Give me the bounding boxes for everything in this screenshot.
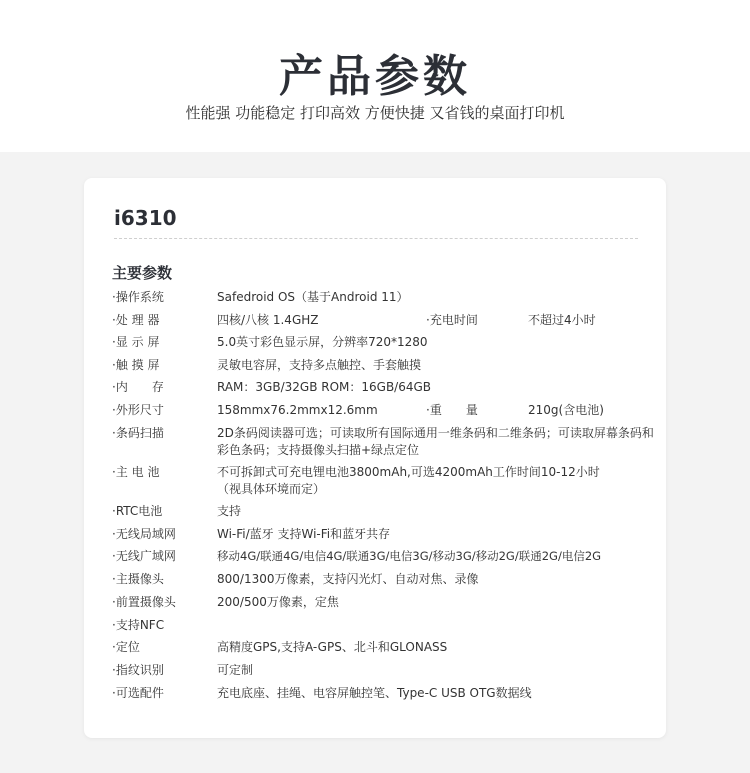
spec-label: ·主 电 池 <box>112 465 160 479</box>
spec-label: ·无线广域网 <box>112 549 176 563</box>
spec-value: 200/500万像素，定焦 <box>217 595 339 609</box>
spec-value: 800/1300万像素，支持闪光灯、自动对焦、录像 <box>217 572 479 586</box>
spec-label: ·主摄像头 <box>112 572 164 586</box>
spec-value: 灵敏电容屏，支持多点触控、手套触摸 <box>217 358 422 372</box>
spec-value: RAM：3GB/32GB ROM：16GB/64GB <box>217 380 432 394</box>
spec-value: 158mmx76.2mmx12.6mm <box>217 403 378 417</box>
spec-label: ·条码扫描 <box>112 426 164 440</box>
page-subtitle: 性能强 功能稳定 打印高效 方便快捷 又省钱的桌面打印机 <box>185 104 565 122</box>
spec-value: Wi-Fi/蓝牙 支持Wi-Fi和蓝牙共存 <box>217 527 391 541</box>
spec-value: 充电底座、挂绳、电容屏触控笔、Type-C USB OTG数据线 <box>217 686 532 700</box>
spec-label: ·RTC电池 <box>112 504 163 518</box>
spec-value: Safedroid OS（基于Android 11） <box>217 290 409 304</box>
spec-label: ·无线局域网 <box>112 527 176 541</box>
spec-label: ·定位 <box>112 640 140 654</box>
spec-label: ·前置摄像头 <box>112 595 176 609</box>
spec-label: ·指纹识别 <box>112 663 164 677</box>
model-name: i6310 <box>114 206 177 230</box>
spec-label-secondary: ·充电时间 <box>426 313 478 327</box>
spec-value: 5.0英寸彩色显示屏，分辨率720*1280 <box>217 335 428 349</box>
spec-value: 高精度GPS,支持A-GPS、北斗和GLONASS <box>217 640 448 654</box>
spec-value: 可定制 <box>217 663 254 677</box>
spec-value-secondary: 210g(含电池) <box>528 403 604 417</box>
spec-label: ·可选配件 <box>112 686 164 700</box>
spec-value: 不可拆卸式可充电锂电池3800mAh,可选4200mAh工作时间10-12小时（视具体环境而定） <box>217 465 600 496</box>
spec-value: 移动4G/联通4G/电信4G/联通3G/电信3G/移动3G/移动2G/联通2G/电信2G <box>217 549 602 563</box>
dashed-divider <box>114 238 638 239</box>
spec-label: ·操作系统 <box>112 290 164 304</box>
section-title: 主要参数 <box>112 264 173 282</box>
spec-label: ·外形尺寸 <box>112 403 164 417</box>
spec-value: 2D条码阅读器可选；可读取所有国际通用一维条码和二维条码；可读取屏幕条码和彩色条码；支持摄像头扫描+绿点定位 <box>217 426 654 457</box>
spec-label-secondary: ·重 量 <box>426 403 478 417</box>
spec-value: 支持 <box>217 504 242 518</box>
spec-value-secondary: 不超过4小时 <box>528 313 596 327</box>
spec-label: ·支持NFC <box>112 618 165 632</box>
header-banner <box>0 0 750 152</box>
spec-label: ·显 示 屏 <box>112 335 160 349</box>
spec-label: ·处 理 器 <box>112 313 160 327</box>
spec-label: ·内 存 <box>112 380 164 394</box>
spec-card <box>84 178 666 738</box>
spec-value: 四核/八核 1.4GHZ <box>217 313 319 327</box>
spec-label: ·触 摸 屏 <box>112 358 160 372</box>
page-title: 产品参数 <box>279 51 471 102</box>
